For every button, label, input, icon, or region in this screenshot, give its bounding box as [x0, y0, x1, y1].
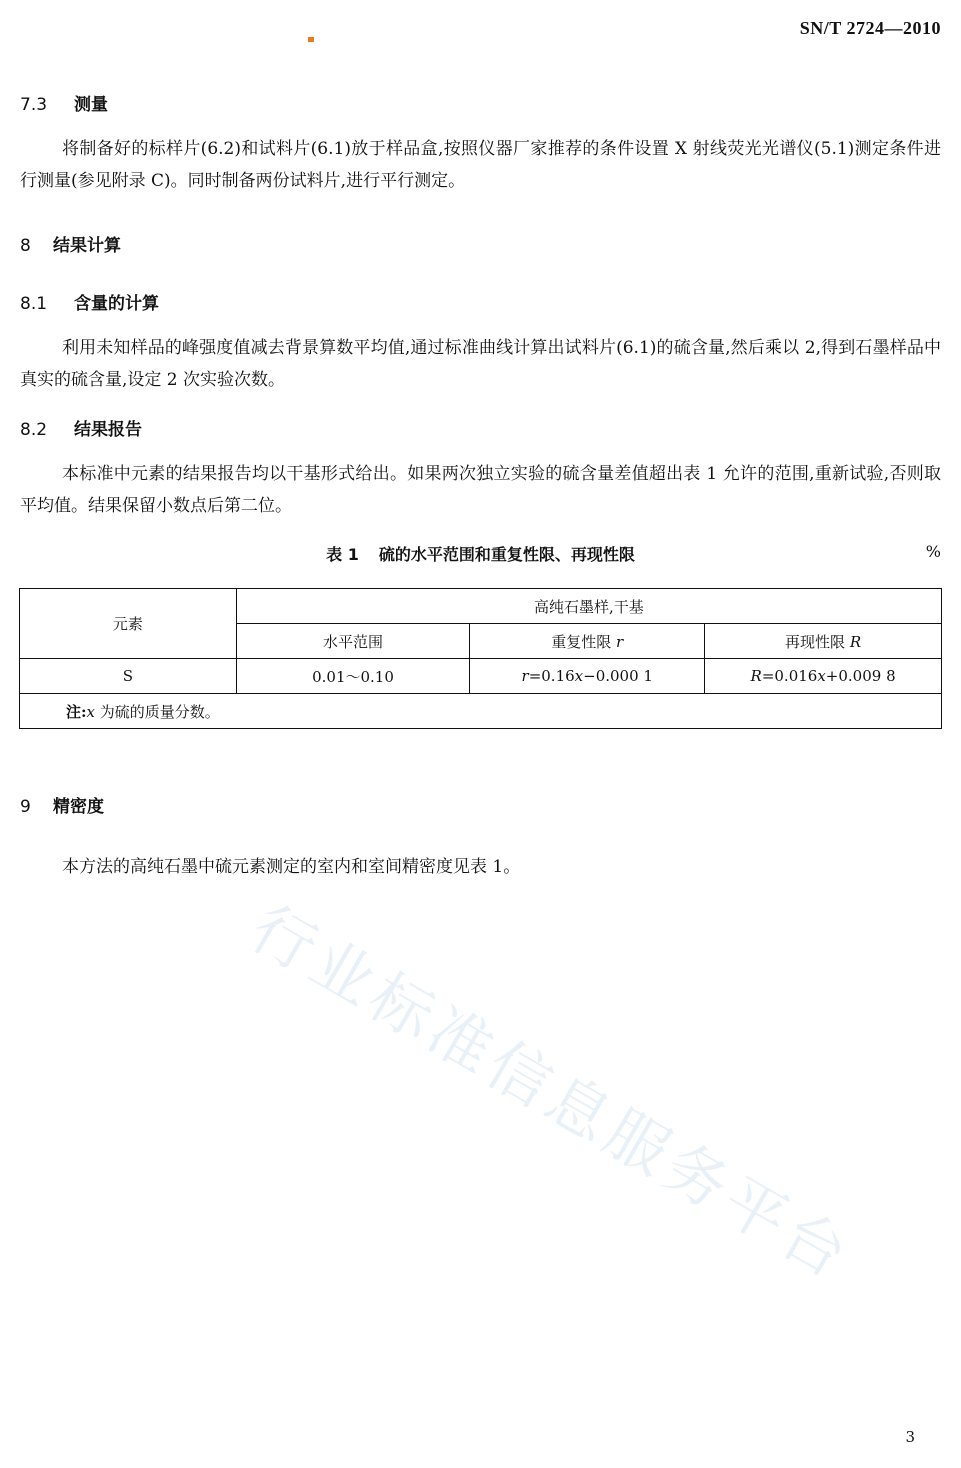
cell-repeatability	[470, 659, 705, 694]
section-title: 结果报告	[74, 420, 142, 440]
header-repeat-text: 重复性限	[551, 632, 612, 651]
section-7-3-heading	[20, 90, 108, 115]
r-eq: =0.16	[528, 667, 575, 685]
section-9-heading	[20, 792, 104, 817]
paragraph-7-3: 将制备好的标样片(6.2)和试料片(6.1)放于样品盒,按照仪器厂家推荐的条件设置 X 射线荧光光谱仪(5.1)测定条件进行测量(参见附录 C)。同时制备两份试料片,进行平行测定。	[20, 139, 941, 191]
table-caption-number: 表 1	[326, 545, 359, 564]
table-header-row	[20, 589, 942, 624]
section-number: 7.3	[20, 95, 48, 115]
R-eq: =0.016	[761, 667, 818, 685]
paragraph-9: 本方法的高纯石墨中硫元素测定的室内和室间精密度见表 1。	[62, 857, 521, 877]
section-title: 结果计算	[53, 236, 121, 256]
note-label: 注:	[66, 702, 87, 721]
header-repeat-symbol: r	[616, 632, 624, 651]
section-number: 8	[20, 236, 31, 256]
note-var: x	[86, 702, 96, 721]
section-title: 含量的计算	[74, 294, 159, 314]
cell-reproducibility	[705, 659, 942, 694]
r-rest: −0.000 1	[583, 667, 653, 685]
section-8-1-heading	[20, 289, 159, 314]
header-reproducibility	[705, 624, 942, 659]
cell-element: S	[20, 659, 237, 694]
r-symbol: r	[521, 667, 529, 685]
document-code: SN/T 2724—2010	[799, 18, 941, 38]
table-row	[20, 659, 942, 694]
paragraph-8-2: 本标准中元素的结果报告均以干基形式给出。如果两次独立实验的硫含量差值超出表 1 允许的范围,重新试验,否则取平均值。结果保留小数点后第二位。	[20, 464, 941, 516]
table-note-row	[20, 694, 942, 729]
table-unit: %	[925, 542, 941, 561]
orange-marker	[308, 37, 314, 42]
header-element: 元素	[20, 589, 237, 659]
header-repeatability	[470, 624, 705, 659]
header-reprod-symbol: R	[849, 632, 862, 651]
section-title: 测量	[74, 95, 108, 115]
section-title: 精密度	[53, 797, 104, 817]
paragraph-8-1: 利用未知样品的峰强度值减去背景算数平均值,通过标准曲线计算出试料片(6.1)的硫含量,然后乘以 2,得到石墨样品中真实的硫含量,设定 2 次实验次数。	[20, 338, 941, 390]
header-range: 水平范围	[236, 624, 470, 659]
note-text: 为硫的质量分数。	[99, 702, 220, 721]
cell-range: 0.01～0.10	[236, 659, 470, 694]
header-reprod-text: 再现性限	[785, 632, 846, 651]
r-x: x	[574, 667, 584, 685]
section-8-2-heading	[20, 415, 142, 440]
page-number: 3	[905, 1428, 915, 1446]
table-caption-title: 硫的水平范围和重复性限、再现性限	[378, 545, 635, 564]
section-number: 8.2	[20, 420, 48, 440]
table-note	[20, 694, 942, 729]
section-number: 8.1	[20, 294, 48, 314]
precision-table	[19, 588, 942, 729]
R-x: x	[817, 667, 826, 685]
watermark: 行业标准信息服务平台	[239, 891, 865, 1295]
R-rest: +0.009 8	[825, 667, 896, 685]
R-symbol: R	[750, 667, 762, 685]
section-8-heading	[20, 231, 121, 256]
section-number: 9	[20, 797, 31, 817]
header-group: 高纯石墨样,干基	[236, 589, 941, 624]
table-caption	[0, 542, 961, 565]
